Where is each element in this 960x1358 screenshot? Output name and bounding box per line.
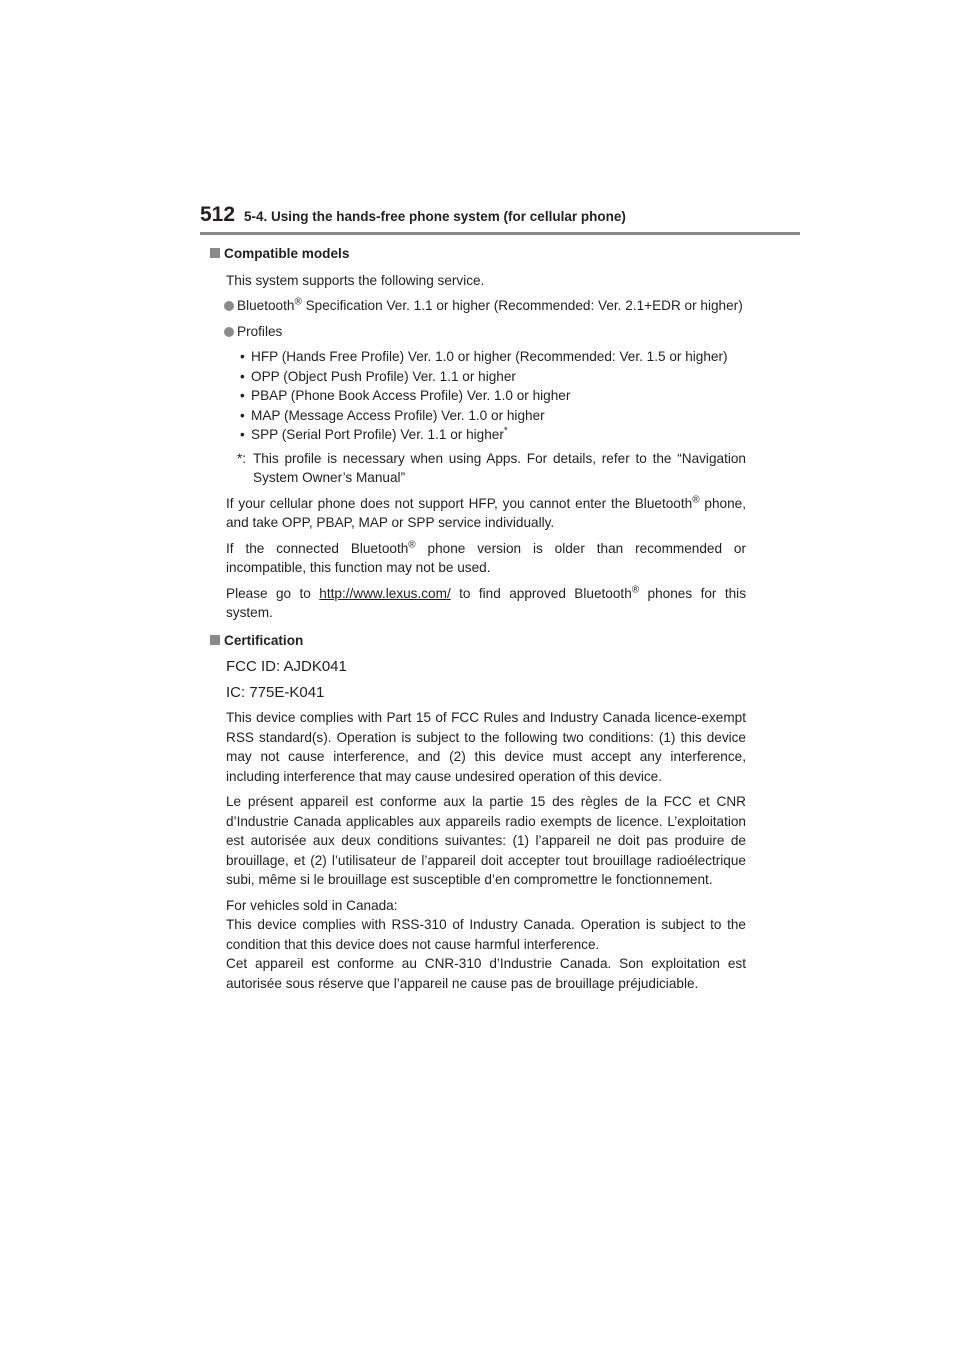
circle-bullet-icon: [224, 301, 234, 311]
certification-section: [210, 631, 746, 994]
compat-version-paragraph: If the connected Bluetooth® phone version is older than recommended or incompatible, this function may not be used.: [226, 538, 746, 575]
compatible-intro: This system supports the following service.: [226, 272, 485, 288]
registered-mark: ®: [408, 538, 416, 550]
bluetooth-spec-item: Bluetooth® Specification Ver. 1.1 or higher (Recommended: Ver. 2.1+EDR or higher): [210, 296, 746, 316]
header-rule: [200, 232, 800, 235]
profile-item: • OPP (Object Push Profile) Ver. 1.1 or higher: [240, 368, 516, 384]
profile-item: • HFP (Hands Free Profile) Ver. 1.0 or higher (Recommended: Ver. 1.5 or higher): [240, 349, 728, 364]
asterisk-mark: *: [503, 425, 508, 437]
section-title-certification: Certification: [210, 631, 746, 651]
registered-mark: ®: [294, 296, 302, 308]
section-title-compatible: Compatible models: [210, 244, 746, 264]
profiles-item: Profiles: [210, 322, 746, 342]
profile-item: • SPP (Serial Port Profile) Ver. 1.1 or higher*: [240, 425, 508, 442]
profile-item: • MAP (Message Access Profile) Ver. 1.0 or higher: [240, 407, 545, 423]
chapter-title: 5-4. Using the hands-free phone system (for cellular phone): [244, 209, 626, 224]
circle-bullet-icon: [224, 327, 234, 337]
page-number: 512: [200, 203, 236, 226]
square-bullet-icon: [210, 635, 220, 645]
fcc-compliance-en: This device complies with Part 15 of FCC Rules and Industry Canada licence-exempt RSS standard(s). Operation is subject to the following two conditions: (1) this device may not cause interference, and (2) this device must accept any interference, including interference that may cause undesired operation of this device.: [226, 710, 746, 784]
profile-list: [210, 347, 746, 445]
registered-mark: ®: [692, 493, 700, 505]
fcc-compliance-fr: Le présent appareil est conforme aux la partie 15 des règles de la FCC et CNR d’Industrie Canada applicables aux appareils radio exempts de licence. L’exploitation est autorisée aux deux conditions suivantes: (1) l’appareil ne doit pas produire de brouillage, et (2) l’utilisateur de l’appareil doit accepter tout brouillage radioélectrique subi, même si le brouillage est susceptible d’en compromettre le fonctionnement.: [226, 794, 746, 887]
canada-rss-en: This device complies with RSS-310 of Industry Canada. Operation is subject to the condition that this device does not cause harmful interference.: [226, 917, 746, 952]
fcc-id: FCC ID: AJDK041: [226, 658, 347, 675]
canada-notice: [210, 896, 746, 994]
canada-heading: For vehicles sold in Canada:: [226, 897, 398, 913]
profile-item: • PBAP (Phone Book Access Profile) Ver. 1.0 or higher: [240, 388, 571, 403]
page-content: [210, 244, 746, 993]
canada-rss-fr: Cet appareil est conforme au CNR-310 d’Industrie Canada. Son exploitation est autorisée sous réserve que l’appareil ne cause pas de brouillage préjudiciable.: [226, 956, 746, 991]
footnote: *: This profile is necessary when using Apps. For details, refer to the “Navigation System Owner’s Manual”: [237, 450, 746, 485]
website-paragraph: Please go to http://www.lexus.com/ to find approved Bluetooth® phones for this system.: [226, 583, 746, 620]
hfp-paragraph: If your cellular phone does not support HFP, you cannot enter the Bluetooth® phone, and take OPP, PBAP, MAP or SPP service individually.: [226, 493, 747, 530]
square-bullet-icon: [210, 248, 220, 258]
compatible-models-section: [210, 244, 746, 623]
ic-id: IC: 775E-K041: [226, 683, 325, 701]
lexus-website-link[interactable]: http://www.lexus.com/: [319, 585, 451, 601]
registered-mark: ®: [631, 583, 640, 595]
